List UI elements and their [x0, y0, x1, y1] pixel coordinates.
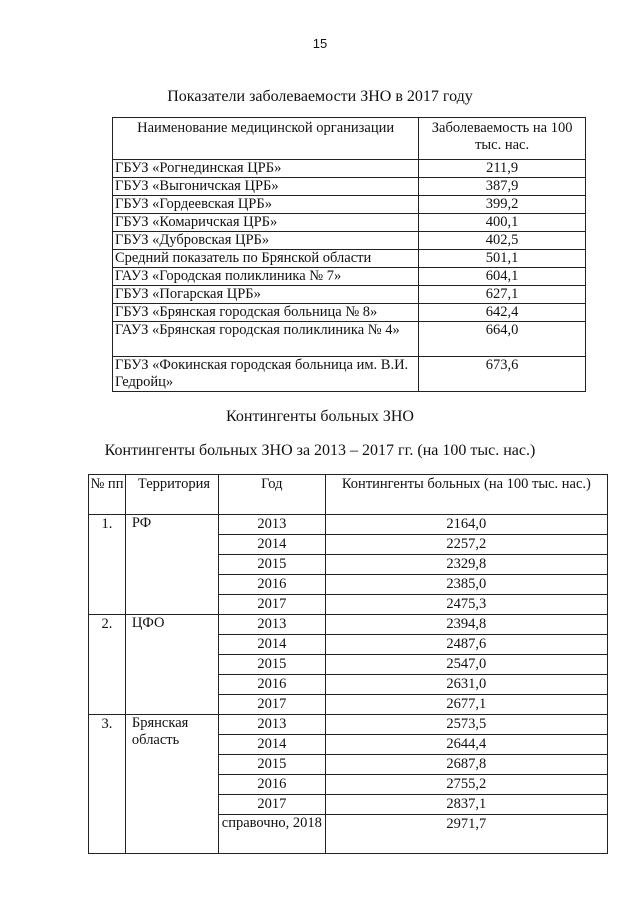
territory-name: Брянская область	[125, 715, 218, 854]
page-number: 15	[312, 36, 328, 51]
year-cell: 2014	[218, 635, 325, 655]
organization-name: ГАУЗ «Городская поликлиника № 7»	[113, 268, 419, 286]
year-cell: 2013	[218, 615, 325, 635]
organization-name: ГБУЗ «Погарская ЦРБ»	[113, 286, 419, 304]
contingent-value: 2631,0	[325, 675, 607, 695]
year-cell: 2015	[218, 755, 325, 775]
organization-name: ГБУЗ «Выгоничская ЦРБ»	[113, 178, 419, 196]
column-header-contingent: Контингенты больных (на 100 тыс. нас.)	[325, 475, 607, 515]
year-cell: справочно, 2018	[218, 815, 325, 854]
organization-name: ГБУЗ «Рогнединская ЦРБ»	[113, 160, 419, 178]
year-cell: 2014	[218, 735, 325, 755]
table-row	[113, 196, 586, 214]
incidence-value: 211,9	[419, 160, 586, 178]
year-cell: 2013	[218, 515, 325, 535]
organization-name: ГБУЗ «Брянская городская больница № 8»	[113, 304, 419, 322]
contingent-value: 2257,2	[325, 535, 607, 555]
table-row	[113, 268, 586, 286]
table-row	[89, 515, 608, 535]
table-row	[89, 715, 608, 735]
contingent-value: 2837,1	[325, 795, 607, 815]
organization-name: ГАУЗ «Брянская городская поликлиника № 4»	[113, 322, 419, 357]
territory-name: РФ	[125, 515, 218, 615]
incidence-value: 604,1	[419, 268, 586, 286]
contingent-value: 2547,0	[325, 655, 607, 675]
year-cell: 2017	[218, 695, 325, 715]
contingent-value: 2573,5	[325, 715, 607, 735]
contingent-value: 2677,1	[325, 695, 607, 715]
column-header-territory: Территория	[125, 475, 218, 515]
contingent-value: 2971,7	[325, 815, 607, 854]
year-cell: 2015	[218, 655, 325, 675]
contingent-value: 2385,0	[325, 575, 607, 595]
organization-name: ГБУЗ «Фокинская городская больница им. В.И. Гедройц»	[113, 357, 419, 392]
table-row	[113, 357, 586, 392]
column-header-organization: Наименование медицинской организации	[113, 118, 419, 160]
incidence-value: 664,0	[419, 322, 586, 357]
year-cell: 2017	[218, 795, 325, 815]
incidence-value: 400,1	[419, 214, 586, 232]
year-cell: 2014	[218, 535, 325, 555]
year-cell: 2016	[218, 575, 325, 595]
table-row	[113, 286, 586, 304]
contingent-value: 2394,8	[325, 615, 607, 635]
contingent-value: 2487,6	[325, 635, 607, 655]
row-number: 3.	[89, 715, 126, 854]
organization-name: ГБУЗ «Гордеевская ЦРБ»	[113, 196, 419, 214]
year-cell: 2016	[218, 775, 325, 795]
incidence-value: 642,4	[419, 304, 586, 322]
column-header-number: № пп	[89, 475, 126, 515]
incidence-table	[112, 117, 586, 392]
table-row	[113, 322, 586, 357]
table1-title: Показатели заболеваемости ЗНО в 2017 году	[167, 88, 473, 105]
incidence-value: 399,2	[419, 196, 586, 214]
organization-name: ГБУЗ «Дубровская ЦРБ»	[113, 232, 419, 250]
incidence-value: 501,1	[419, 250, 586, 268]
table-row	[113, 160, 586, 178]
incidence-value: 627,1	[419, 286, 586, 304]
contingent-value: 2329,8	[325, 555, 607, 575]
table-header-row	[89, 475, 608, 515]
table-row	[113, 232, 586, 250]
contingent-value: 2755,2	[325, 775, 607, 795]
contingent-value: 2687,8	[325, 755, 607, 775]
contingent-value: 2164,0	[325, 515, 607, 535]
table-row	[113, 178, 586, 196]
incidence-value: 402,5	[419, 232, 586, 250]
year-cell: 2017	[218, 595, 325, 615]
contingent-value: 2475,3	[325, 595, 607, 615]
section-heading: Контингенты больных ЗНО	[226, 408, 414, 425]
table2-title: Контингенты больных ЗНО за 2013 – 2017 гг. (на 100 тыс. нас.)	[104, 442, 536, 459]
organization-name: ГБУЗ «Комаричская ЦРБ»	[113, 214, 419, 232]
contingent-value: 2644,4	[325, 735, 607, 755]
table-row	[113, 214, 586, 232]
year-cell: 2016	[218, 675, 325, 695]
table-row	[113, 304, 586, 322]
row-number: 2.	[89, 615, 126, 715]
patient-contingent-table	[88, 474, 608, 854]
year-cell: 2015	[218, 555, 325, 575]
year-cell: 2013	[218, 715, 325, 735]
row-number: 1.	[89, 515, 126, 615]
territory-name: ЦФО	[125, 615, 218, 715]
organization-name: Средний показатель по Брянской области	[113, 250, 419, 268]
table-row	[89, 615, 608, 635]
table-row	[113, 250, 586, 268]
incidence-value: 387,9	[419, 178, 586, 196]
incidence-value: 673,6	[419, 357, 586, 392]
table-header-row	[113, 118, 586, 160]
column-header-year: Год	[218, 475, 325, 515]
column-header-incidence: Заболеваемость на 100 тыс. нас.	[419, 118, 586, 160]
